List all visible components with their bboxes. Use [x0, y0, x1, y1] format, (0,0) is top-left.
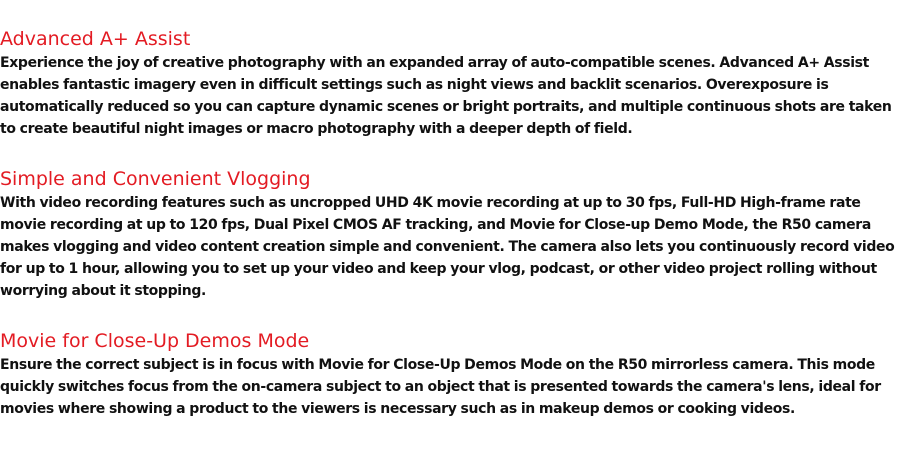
section-body: With video recording features such as uncropped UHD 4K movie recording at up to 30 fps, Full-HD High-frame rate movie recording at up to 120 fps, Dual Pixel CMOS AF tracking, and Movie for Close-up Demo Mode, the R50 camera makes vlogging and video content creation simple and convenient. The camera also lets you continuously record video for up to 1 hour, allowing you to set up your video and keep your vlog, podcast, or other video project rolling without worrying about it stopping. [0, 195, 895, 299]
feature-section-close-up-demos-mode [0, 328, 896, 420]
section-heading: Movie for Close-Up Demos Mode [0, 330, 310, 352]
section-body: Experience the joy of creative photography with an expanded array of auto-compatible scenes. Advanced A+ Assist enables fantastic imagery even in difficult settings such as night views and backlit scenarios. Overexposure is automatically reduced so you can capture dynamic scenes or bright portraits, and multiple continuous shots are taken to create beautiful night images or macro photography with a deeper depth of field. [0, 55, 892, 137]
section-body: Ensure the correct subject is in focus with Movie for Close-Up Demos Mode on the R50 mirrorless camera. This mode quickly switches focus from the on-camera subject to an object that is presented towards the camera's lens, ideal for movies where showing a product to the viewers is necessary such as in makeup demos or cooking videos. [0, 357, 881, 417]
section-heading: Advanced A+ Assist [0, 28, 191, 50]
feature-section-advanced-a-plus-assist [0, 26, 896, 140]
feature-content [0, 26, 896, 420]
section-heading: Simple and Convenient Vlogging [0, 168, 311, 190]
feature-section-vlogging [0, 166, 896, 302]
